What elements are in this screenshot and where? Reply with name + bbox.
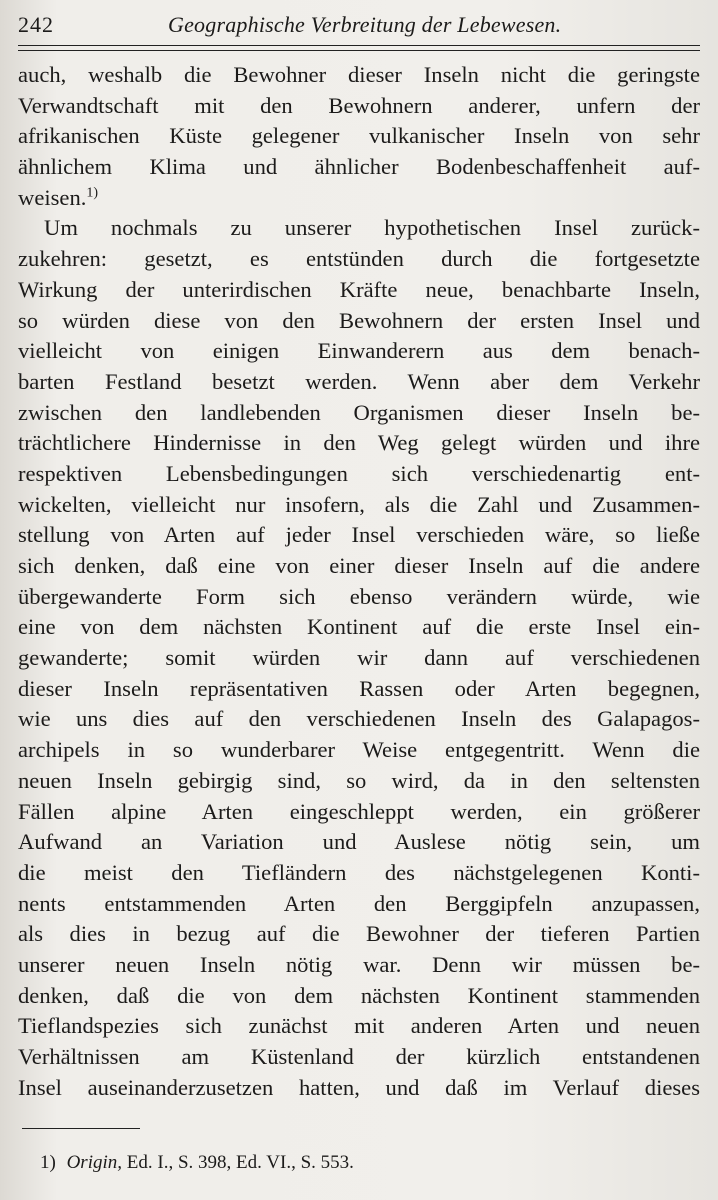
text-line: zukehren: gesetzt, es entstünden durch die fortgesetzte bbox=[18, 246, 700, 272]
text-line: vielleicht von einigen Einwanderern aus dem benach- bbox=[18, 338, 700, 364]
running-head: Geographische Verbreitung der Lebewesen. bbox=[168, 12, 562, 37]
text-line: Tieflandspezies sich zunächst mit anderen Arten und neuen bbox=[18, 1013, 700, 1039]
body-text bbox=[18, 60, 700, 1103]
text-fragment: weisen. bbox=[18, 184, 87, 210]
text-line: denken, daß die von dem nächsten Kontinent stammenden bbox=[18, 982, 700, 1008]
text-line: wie uns dies auf den verschiedenen Inseln des Galapagos- bbox=[18, 706, 700, 732]
text-line: übergewanderte Form sich ebenso verändern würde, wie bbox=[18, 583, 700, 609]
footnote-citation: Ed. I., S. 398, Ed. VI., S. 553. bbox=[126, 1152, 354, 1173]
footnote-reference: 1) bbox=[86, 185, 99, 201]
text-line: sich denken, daß eine von einer dieser Inseln auf die andere bbox=[18, 553, 700, 578]
text-line: auch, weshalb die Bewohner dieser Inseln nicht die geringste bbox=[18, 62, 700, 87]
text-line-with-footnote-ref bbox=[18, 183, 700, 214]
text-line: wickelten, vielleicht nur insofern, als die Zahl und Zusammen- bbox=[18, 491, 700, 517]
header-rule-thick bbox=[18, 45, 700, 46]
text-line: Um nochmals zu unserer hypothetischen Insel zurück- bbox=[44, 215, 700, 241]
text-line: Fällen alpine Arten eingeschleppt werden, ein größerer bbox=[18, 798, 700, 824]
text-line: so würden diese von den Bewohnern der ersten Insel und bbox=[18, 307, 700, 333]
text-line: zwischen den landlebenden Organismen dieser Inseln be- bbox=[18, 399, 700, 425]
text-line: unserer neuen Inseln nötig war. Denn wir müssen be- bbox=[18, 951, 700, 977]
header-rule-thin bbox=[18, 50, 700, 51]
text-line: als dies in bezug auf die Bewohner der tieferen Partien bbox=[18, 921, 700, 947]
page-number: 242 bbox=[18, 12, 54, 37]
text-line: trächtlichere Hindernisse in den Weg gelegt würden und ihre bbox=[18, 430, 700, 456]
footnote-rule bbox=[22, 1128, 140, 1129]
footnote-work-title: Origin, bbox=[66, 1152, 123, 1173]
text-line: neuen Inseln gebirgig sind, so wird, da in den seltensten bbox=[18, 767, 700, 793]
text-line: Verwandtschaft mit den Bewohnern anderer, unfern der bbox=[18, 92, 700, 118]
text-line: Verhältnissen am Küstenland der kürzlich entstandenen bbox=[18, 1044, 700, 1069]
text-line: Insel auseinanderzusetzen hatten, und daß im Verlauf dieses bbox=[18, 1074, 700, 1100]
text-line: afrikanischen Küste gelegener vulkanischer Inseln von sehr bbox=[18, 123, 700, 149]
text-line: dieser Inseln repräsentativen Rassen oder Arten begegnen, bbox=[18, 675, 700, 701]
text-line: respektiven Lebensbedingungen sich verschiedenartig ent- bbox=[18, 460, 700, 486]
footnote bbox=[40, 1152, 354, 1174]
page-header bbox=[18, 8, 700, 40]
text-line: barten Festland besetzt werden. Wenn aber dem Verkehr bbox=[18, 368, 700, 394]
text-line: nents entstammenden Arten den Berggipfeln anzupassen, bbox=[18, 890, 700, 916]
text-line: Aufwand an Variation und Auslese nötig sein, um bbox=[18, 829, 700, 855]
text-line: gewanderte; somit würden wir dann auf verschiedenen bbox=[18, 645, 700, 671]
text-line: ähnlichem Klima und ähnlicher Bodenbeschaffenheit auf- bbox=[18, 154, 700, 180]
text-line: stellung von Arten auf jeder Insel verschieden wäre, so ließe bbox=[18, 522, 700, 548]
text-line: die meist den Tiefländern des nächstgelegenen Konti- bbox=[18, 859, 700, 885]
text-line: archipels in so wunderbarer Weise entgegentritt. Wenn die bbox=[18, 737, 700, 763]
text-line: eine von dem nächsten Kontinent auf die erste Insel ein- bbox=[18, 614, 700, 640]
text-line: Wirkung der unterirdischen Kräfte neue, benachbarte Inseln, bbox=[18, 276, 700, 302]
footnote-number: 1) bbox=[40, 1152, 56, 1173]
